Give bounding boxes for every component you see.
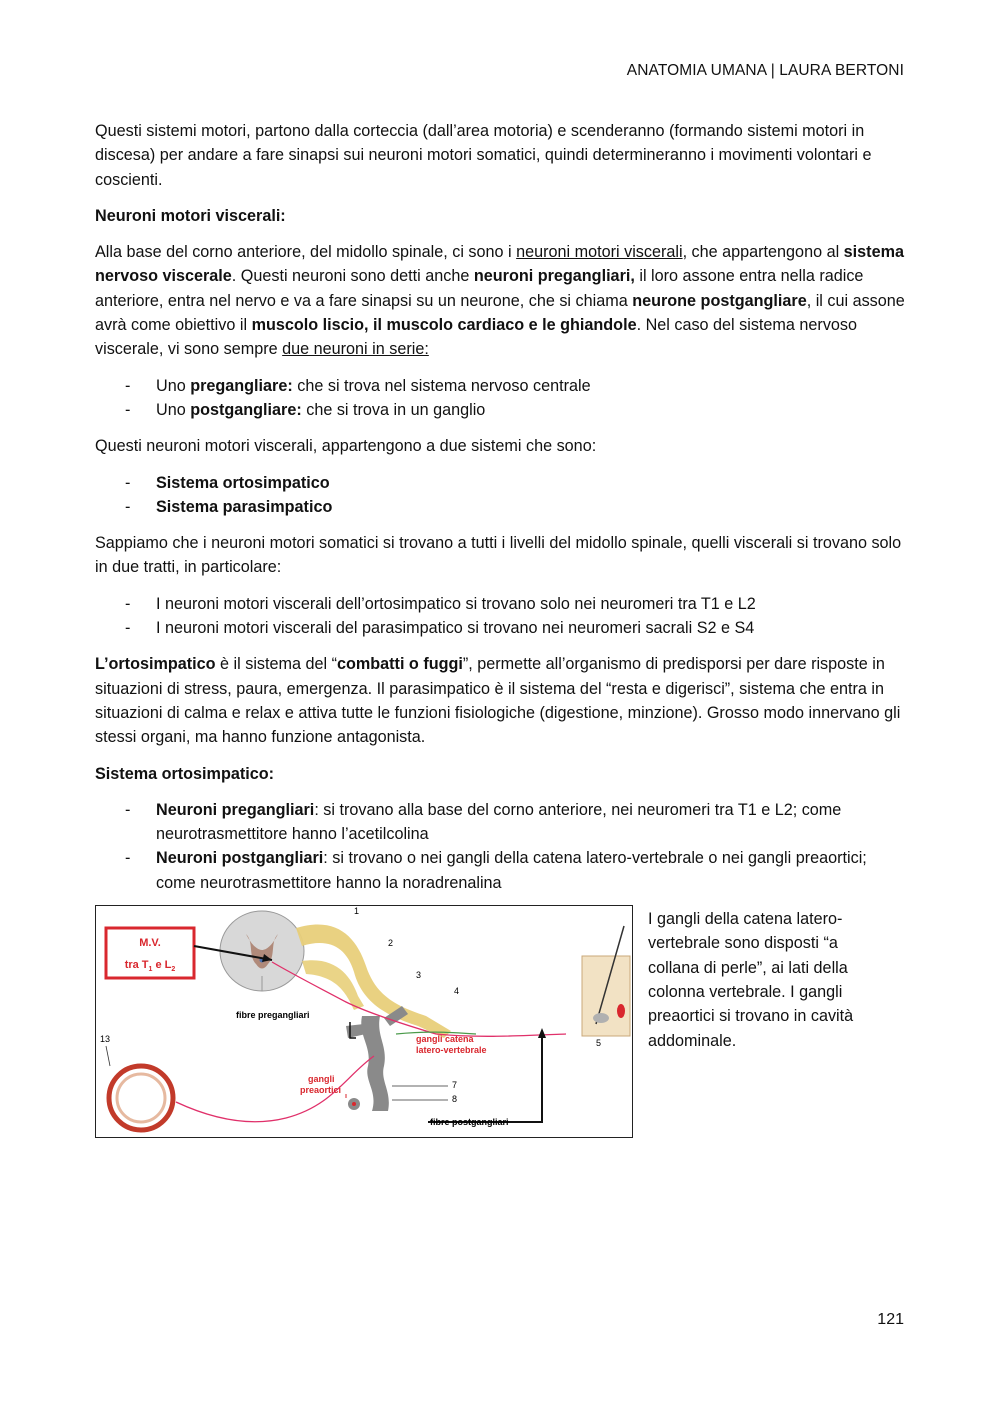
label-number: 7 (452, 1080, 458, 1091)
paragraph-livelli: Sappiamo che i neuroni motori somatici si trovano a tutti i livelli del midollo spinale, quelli viscerali si trovano solo in due tratti, in particolare: (95, 534, 902, 577)
label-gangli-preaortici-1: gangli (308, 1074, 335, 1085)
list-sistemi (95, 471, 905, 520)
bold-term: muscolo liscio, il muscolo cardiaco e le ghiandole (251, 316, 637, 335)
text-run: è il sistema del “ (215, 655, 337, 674)
ramus-shape (346, 1024, 366, 1038)
label-fibre-postgangliari: fibre postgangliari (430, 1117, 509, 1128)
bold-term: sistema nervoso viscerale (95, 243, 904, 286)
mv-label-line2: tra $T_1$ e $L_2$ (124, 959, 176, 974)
list-item: - Neuroni pregangliari: si trovano alla base del corno anteriore, nei neuromeri tra T1 e L2; come neurotrasmettitore hanno l’acetilcolina (125, 800, 842, 844)
bold-term: neuroni pregangliari, (473, 267, 635, 286)
list-item: - I neuroni motori viscerali dell’ortosimpatico si trovano solo nei neuromeri tra T1 e L2 (125, 594, 756, 613)
bold-term: L’ortosimpatico (95, 655, 216, 674)
bold-term: combatti o fuggi (336, 655, 463, 674)
list-item: - Neuroni postgangliari: si trovano o nei gangli della catena latero-vertebrale o nei gangli preaortici; come neurotrasmettitore hanno la noradrenalina (125, 849, 867, 892)
list-item: - Uno pregangliare: che si trova nel sistema nervoso centrale (125, 376, 591, 395)
label-number: 13 (100, 1034, 111, 1045)
list-item: - I neuroni motori viscerali del parasimpatico si trovano nei neuromeri sacrali S2 e S4 (125, 619, 755, 638)
label-gangli-catena-1: gangli catena (416, 1034, 474, 1045)
postganglionic-fibre (176, 1056, 374, 1122)
bold-term: neurone postgangliare (632, 291, 807, 310)
label-fibre-pregangliari: fibre pregangliari (236, 1010, 310, 1021)
list-neuromeri (95, 592, 905, 641)
sympathetic-diagram (95, 905, 633, 1138)
paragraph-ortosimpatico (95, 652, 905, 749)
label-gangli-catena-2: latero-vertebrale (416, 1045, 487, 1056)
list-item: - Sistema ortosimpatico (125, 473, 330, 492)
arrector-muscle (617, 1004, 625, 1018)
page-number: 121 (877, 1311, 904, 1328)
arrowhead (538, 1028, 546, 1038)
aorta-inner (117, 1074, 165, 1122)
list-neuroni-serie (95, 374, 905, 423)
figure-row (95, 905, 905, 1145)
running-header: ANATOMIA UMANA | LAURA BERTONI (626, 62, 904, 79)
label-gangli-preaortici-2: preaortici (300, 1085, 342, 1096)
underlined-term: neuroni motori viscerali (516, 243, 683, 262)
list-ortosimpatico-neuroni (95, 798, 905, 895)
heading-text: Neuroni motori viscerali: (95, 206, 286, 225)
text-run: , che appartengono al (682, 243, 844, 262)
text-run: Alla base del corno anteriore, del midollo spinale, ci sono i (95, 243, 517, 262)
underlined-term: due neuroni in serie: (282, 340, 429, 359)
list-item: - Uno postgangliare: che si trova in un ganglio (125, 400, 486, 419)
list-item: - Sistema parasimpatico (125, 497, 333, 516)
text-run: , il cui assone avrà come obiettivo il (95, 291, 905, 335)
label-number: 1 (354, 906, 360, 917)
label-number: 4 (454, 986, 460, 997)
page-content (95, 119, 905, 1145)
diagram-svg (96, 906, 632, 1137)
text-run: . Nel caso del sistema nervoso viscerale, vi sono sempre (95, 316, 858, 359)
figure-caption: I gangli della catena latero-vertebrale sono disposti “a collana di perle”, ai lati della colonna vertebrale. I gangli preaortici si trovano in cavità addominale. (648, 910, 854, 1050)
paragraph-visceral-motor (95, 240, 905, 361)
heading-text: Sistema ortosimpatico: (95, 764, 275, 783)
text-run: ”, permette all’organismo di predisporsi per dare risposte in situazioni di stress, paura, emergenza. Il parasimpatico è il sistema del “resta e digerisci”, sistema che entra in situazioni di calma e relax e attiva tutte le funzioni fisiologiche (digestione, minzione). Grosso modo innervano gli stessi organi, ma hanno funzione antagonista. (95, 655, 901, 747)
heading-sistema-ortosimpatico (95, 762, 905, 786)
label-number: 2 (388, 938, 394, 949)
text-run: . Questi neuroni sono detti anche (231, 267, 474, 286)
hair-follicle (593, 1013, 609, 1023)
label-number: 8 (452, 1094, 458, 1105)
preaortic-ganglion-dot (352, 1102, 356, 1106)
heading-neuroni-motori-viscerali (95, 204, 905, 228)
mv-label-line1: M.V. (139, 937, 161, 950)
skin-section (582, 956, 630, 1036)
paragraph-due-sistemi: Questi neuroni motori viscerali, appartengono a due sistemi che sono: (95, 437, 597, 456)
label-number: 3 (416, 970, 422, 981)
label-number: 5 (596, 1038, 602, 1049)
paragraph-intro: Questi sistemi motori, partono dalla corteccia (dall’area motoria) e scenderanno (formando sistemi motori in discesa) per andare a fare sinapsi sui neuroni motori somatici, quindi determineranno i movimenti volontari e coscienti. (95, 122, 872, 189)
text-run: il loro assone entra nella radice anteriore, entra nel nervo e va a fare sinapsi su un neurone, che si chiama (95, 267, 864, 310)
